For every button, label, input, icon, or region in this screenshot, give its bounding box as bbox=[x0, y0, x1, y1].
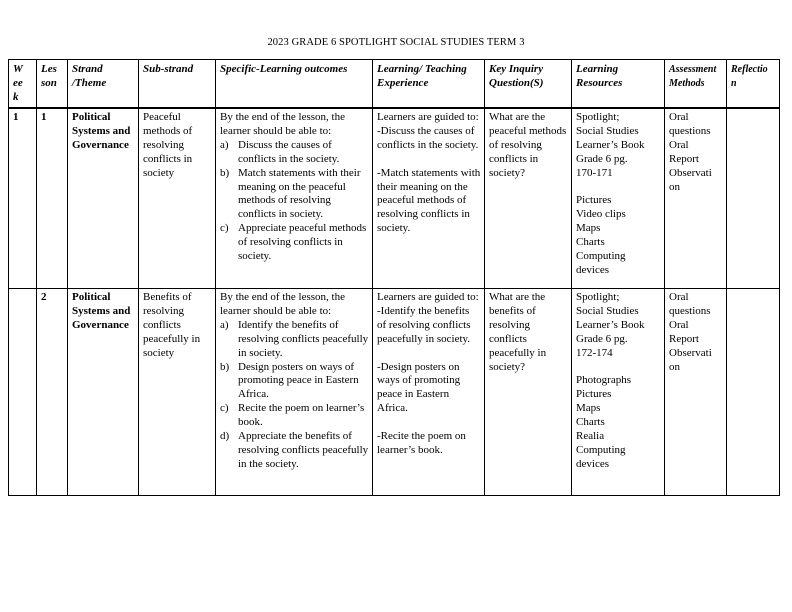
experience-item: Learners are guided to: -Identify the benefits of resolving conflicts peacefully in society. bbox=[377, 291, 479, 345]
list-item: Match statements with their meaning on the peaceful methods of resolving conflicts in society. bbox=[238, 166, 361, 221]
header-reflection: Reflectio n bbox=[727, 60, 780, 109]
header-strand: Strand /Theme bbox=[68, 60, 139, 109]
assessment-cell: Oral questions Oral Report Observati on bbox=[665, 108, 727, 289]
header-lesson: Les son bbox=[37, 60, 68, 109]
header-experience: Learning/ Teaching Experience bbox=[373, 60, 485, 109]
table-row bbox=[9, 108, 780, 289]
outcomes-list bbox=[220, 319, 369, 472]
experience-cell bbox=[373, 108, 485, 289]
outcomes-intro: By the end of the lesson, the learner should be able to: bbox=[220, 111, 345, 137]
resources-book: Spotlight; Social Studies Learner’s Book Grade 6 pg. 170-171 bbox=[576, 111, 645, 179]
scheme-of-work-table bbox=[8, 59, 780, 496]
list-item: Appreciate the benefits of resolving conflicts peacefully in the society. bbox=[238, 430, 369, 470]
resources-book: Spotlight; Social Studies Learner’s Book Grade 6 pg. 172-174 bbox=[576, 291, 645, 359]
outcomes-cell bbox=[216, 108, 373, 289]
reflection-cell bbox=[727, 108, 780, 289]
header-substrand: Sub-strand bbox=[139, 60, 216, 109]
outcomes-cell bbox=[216, 289, 373, 496]
resources-cell bbox=[572, 108, 665, 289]
inquiry-cell: What are the benefits of resolving conflicts peacefully in society? bbox=[485, 289, 572, 496]
resources-items: Photographs Pictures Maps Charts Realia Computing devices bbox=[576, 374, 631, 470]
header-week: W ee k bbox=[9, 60, 37, 109]
substrand-cell: Benefits of resolving conflicts peacefully in society bbox=[139, 289, 216, 496]
assessment-cell: Oral questions Oral Report Observati on bbox=[665, 289, 727, 496]
strand-cell: Political Systems and Governance bbox=[68, 289, 139, 496]
resources-items: Pictures Video clips Maps Charts Computing devices bbox=[576, 194, 626, 276]
experience-cell bbox=[373, 289, 485, 496]
lesson-cell: 2 bbox=[37, 289, 68, 496]
header-resources: Learning Resources bbox=[572, 60, 665, 109]
outcomes-intro: By the end of the lesson, the learner should be able to: bbox=[220, 291, 345, 317]
substrand-cell: Peaceful methods of resolving conflicts in society bbox=[139, 108, 216, 289]
experience-item: -Recite the poem on learner’s book. bbox=[377, 430, 466, 456]
table-row bbox=[9, 289, 780, 496]
week-cell bbox=[9, 289, 37, 496]
header-outcomes: Specific-Learning outcomes bbox=[216, 60, 373, 109]
header-row bbox=[9, 60, 780, 109]
header-inquiry: Key Inquiry Question(S) bbox=[485, 60, 572, 109]
strand-cell: Political Systems and Governance bbox=[68, 108, 139, 289]
header-assessment: Assessment Methods bbox=[665, 60, 727, 109]
week-cell: 1 bbox=[9, 108, 37, 289]
reflection-cell bbox=[727, 289, 780, 496]
experience-item: -Match statements with their meaning on the peaceful methods of resolving conflicts in society. bbox=[377, 166, 481, 235]
experience-item: Learners are guided to: -Discuss the causes of conflicts in the society. bbox=[377, 111, 479, 151]
list-item: Identify the benefits of resolving conflicts peacefully in society. bbox=[238, 318, 369, 359]
list-item: Discuss the causes of conflicts in the society. bbox=[238, 138, 340, 165]
lesson-cell: 1 bbox=[37, 108, 68, 289]
outcomes-list bbox=[220, 139, 369, 264]
experience-item: -Design posters on ways of promoting peace in Eastern Africa. bbox=[377, 360, 461, 415]
list-item: Recite the poem on learner’s book. bbox=[238, 402, 365, 429]
list-item: Appreciate peaceful methods of resolving conflicts in society. bbox=[238, 222, 367, 263]
resources-cell bbox=[572, 289, 665, 496]
document-title: 2023 GRADE 6 SPOTLIGHT SOCIAL STUDIES TERM 3 bbox=[267, 37, 525, 48]
list-item: Design posters on ways of promoting peace in Eastern Africa. bbox=[238, 360, 359, 401]
inquiry-cell: What are the peaceful methods of resolving conflicts in society? bbox=[485, 108, 572, 289]
